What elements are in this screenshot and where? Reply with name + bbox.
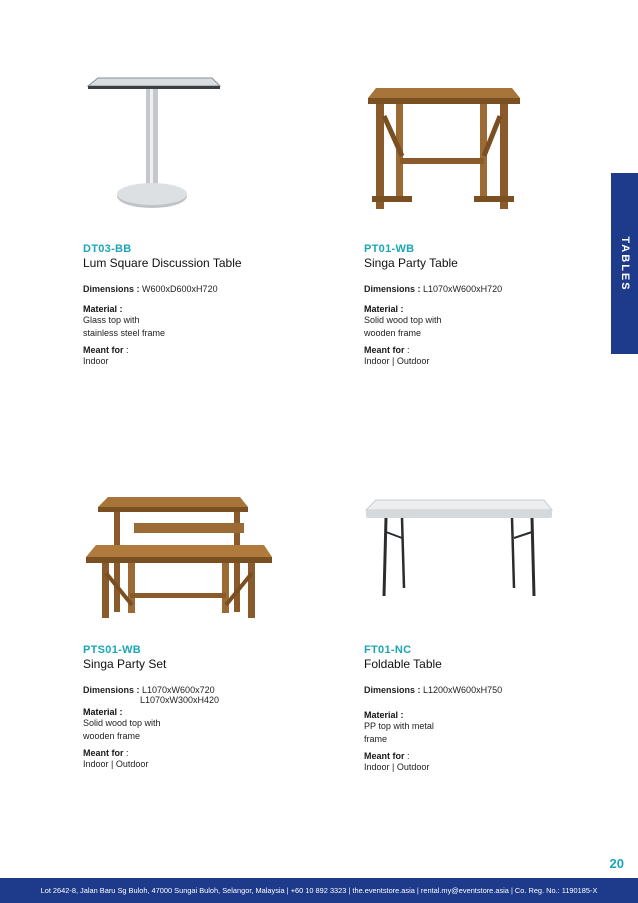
material-label: Material : [83,707,123,717]
material-line: Solid wood top with [83,718,161,728]
foldable-table-image [362,498,557,603]
product-pts01-wb [83,644,333,771]
glass-square-table-image [80,68,230,218]
meant-for-label: Meant for : [364,345,410,355]
material-label: Material : [364,710,404,720]
product-name: Singa Party Set [83,657,167,671]
section-tab-label: TABLES [618,235,631,292]
material-line: Solid wood top with [364,315,442,325]
meant-for-label: Meant for : [83,345,129,355]
product-code: PTS01-WB [83,644,142,656]
product-pt01-wb [364,243,614,368]
page-number: 20 [609,856,624,871]
meant-for-label: Meant for : [364,751,410,761]
meant-for-value: Indoor | Outdoor [83,759,149,769]
footer-contact-bar: Lot 2642-8, Jalan Baru Sg Buloh, 47000 Sungai Buloh, Selangor, Malaysia | +60 10 892 3323 | the.eventstore.asia | rental.my@eventstore.asia | Co. Reg. No.: 1190185-X [0,878,638,903]
material-label: Material : [364,304,404,314]
product-code: FT01-NC [364,644,412,656]
material-line: wooden frame [83,731,141,741]
product-dimensions-line2: L1070xW300xH420 [140,695,220,705]
meant-for-value: Indoor [83,356,109,366]
material-line: PP top with metal [364,721,434,731]
meant-for-value: Indoor | Outdoor [364,356,430,366]
product-ft01-nc [364,644,614,774]
material-label: Material : [83,304,123,314]
meant-for-value: Indoor | Outdoor [364,762,430,772]
product-dimensions: Dimensions : L1200xW600xH750 [364,685,503,695]
meant-for-label: Meant for : [83,748,129,758]
product-code: DT03-BB [83,243,132,255]
product-name: Foldable Table [364,657,442,671]
wooden-party-table-image [362,86,527,216]
material-line: Glass top with [83,315,140,325]
product-dimensions: Dimensions : W600xD600xH720 [83,284,218,294]
wooden-party-set-image [84,495,274,625]
material-line: stainless steel frame [83,328,166,338]
product-dt03-bb [83,243,333,368]
product-name: Singa Party Table [364,256,458,270]
product-dimensions: Dimensions : L1070xW600xH720 [364,284,503,294]
product-code: PT01-WB [364,243,415,255]
material-line: wooden frame [364,328,422,338]
product-dimensions: Dimensions : L1070xW600x720 [83,685,215,695]
tables-section-tab [611,173,638,354]
material-line: frame [364,734,388,744]
product-name: Lum Square Discussion Table [83,256,242,270]
